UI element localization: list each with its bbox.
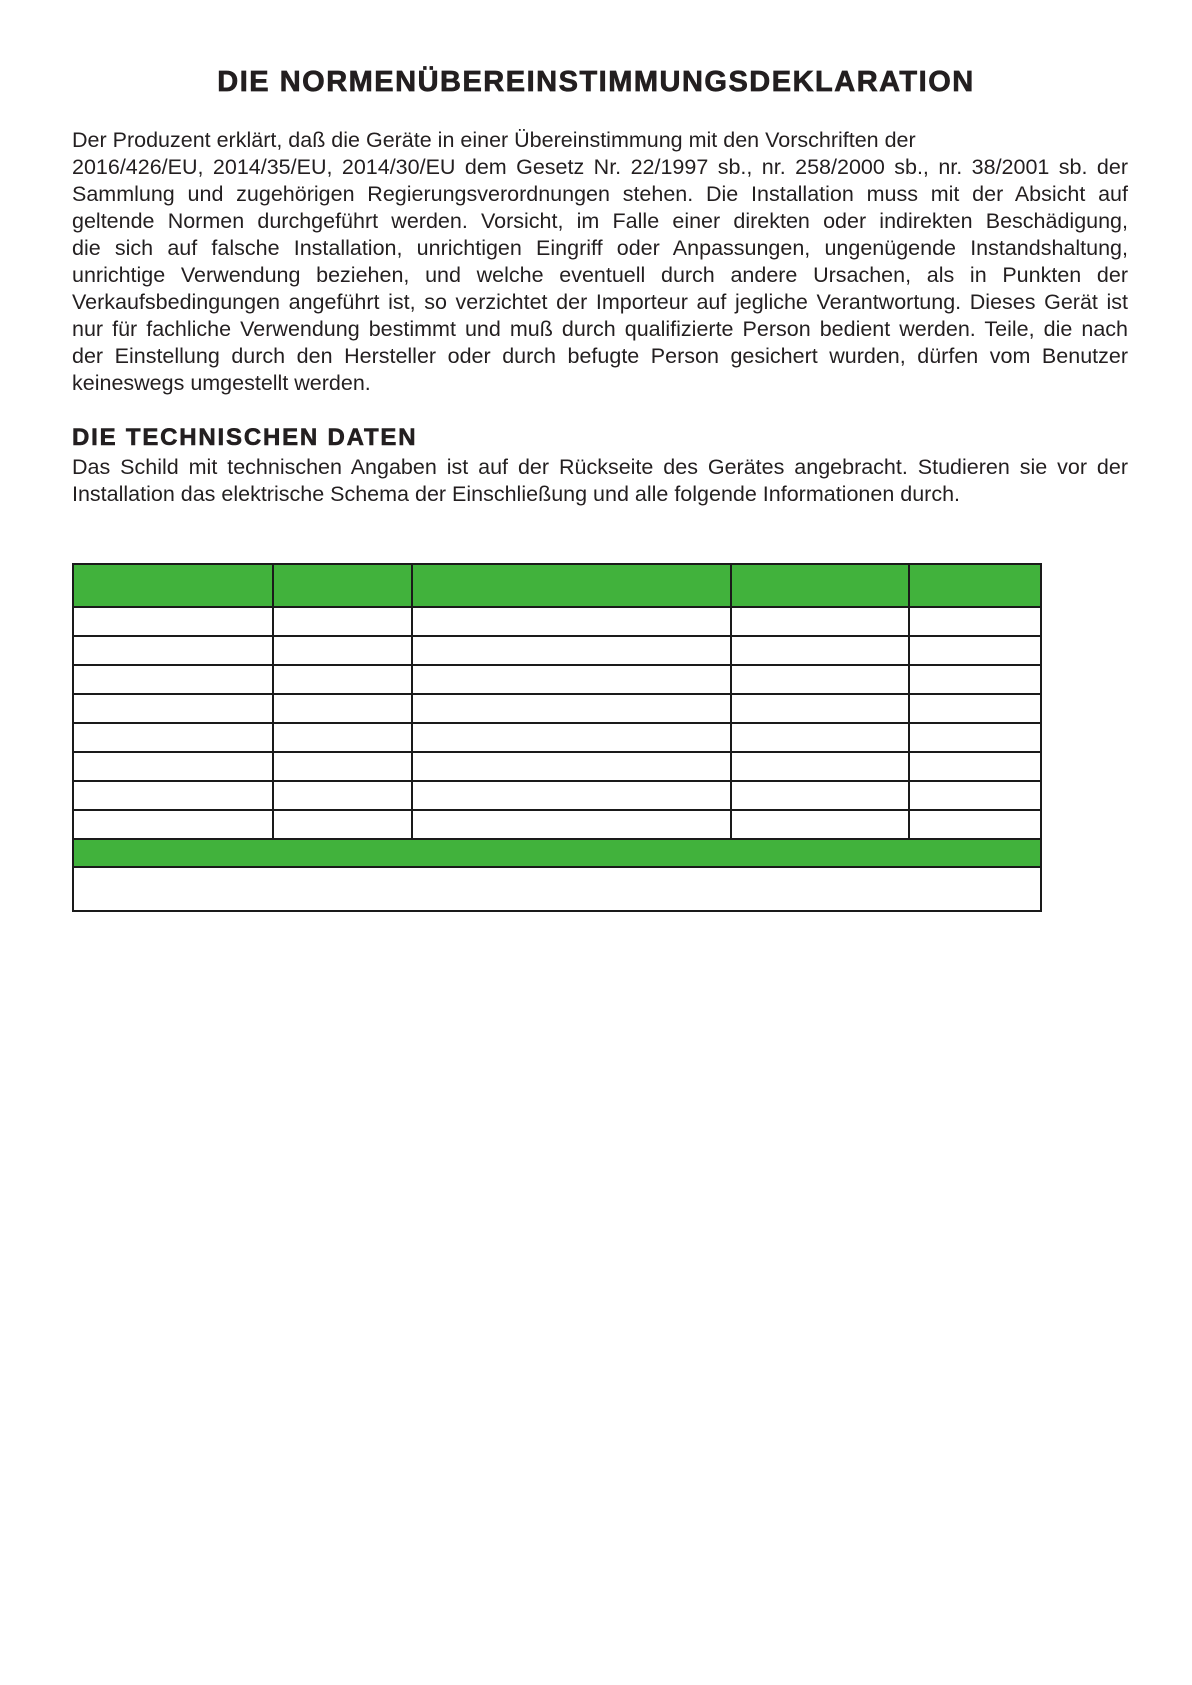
table-header-cell bbox=[412, 564, 731, 607]
declaration-line: 2016/426/EU, 2014/35/EU, 2014/30/EU dem Gesetz Nr. 22/1997 sb., nr. 258/2000 sb., nr. 38/2001 sb. der bbox=[72, 155, 1128, 179]
table-cell bbox=[731, 607, 909, 636]
table-cell bbox=[273, 723, 412, 752]
table-row bbox=[73, 694, 1041, 723]
table-cell bbox=[273, 781, 412, 810]
technical-data-paragraph bbox=[72, 454, 1128, 508]
table-cell bbox=[273, 636, 412, 665]
table-footer-cell bbox=[73, 867, 1041, 911]
table-cell bbox=[412, 752, 731, 781]
table-cell bbox=[412, 723, 731, 752]
table-cell bbox=[909, 636, 1041, 665]
table-cell bbox=[909, 781, 1041, 810]
table-header-cell bbox=[273, 564, 412, 607]
table-header-cell bbox=[731, 564, 909, 607]
table-cell bbox=[273, 607, 412, 636]
declaration-line: der Einstellung durch den Hersteller oder durch befugte Person gesichert wurden, dürfen vom Benutzer bbox=[72, 344, 1128, 368]
table-row bbox=[73, 607, 1041, 636]
technical-data-line: Das Schild mit technischen Angaben ist auf der Rückseite des Gerätes angebracht. Studieren sie vor der bbox=[72, 455, 1128, 479]
table-cell bbox=[412, 694, 731, 723]
table-cell bbox=[909, 723, 1041, 752]
table-cell bbox=[273, 665, 412, 694]
table-cell bbox=[731, 781, 909, 810]
table-cell bbox=[412, 636, 731, 665]
table-cell bbox=[273, 810, 412, 839]
table-band-cell bbox=[73, 839, 1041, 867]
table-cell bbox=[412, 781, 731, 810]
table-cell bbox=[909, 752, 1041, 781]
table-cell bbox=[909, 607, 1041, 636]
table-footer-row bbox=[73, 867, 1041, 911]
table-cell bbox=[731, 723, 909, 752]
section-heading-technical-data: DIE TECHNISCHEN DATEN bbox=[72, 424, 418, 451]
table-cell bbox=[731, 752, 909, 781]
declaration-paragraph bbox=[72, 127, 1128, 397]
table-header-cell bbox=[909, 564, 1041, 607]
declaration-line: die sich auf falsche Installation, unrichtigen Eingriff oder Anpassungen, ungenügende Instandshaltung, bbox=[72, 236, 1128, 260]
table-row bbox=[73, 636, 1041, 665]
table-cell bbox=[73, 723, 273, 752]
table-cell bbox=[412, 607, 731, 636]
table-cell bbox=[909, 810, 1041, 839]
table-row bbox=[73, 810, 1041, 839]
table-cell bbox=[909, 694, 1041, 723]
declaration-line: Der Produzent erklärt, daß die Geräte in einer Übereinstimmung mit den Vorschriften der bbox=[72, 128, 916, 152]
table-cell bbox=[73, 752, 273, 781]
table-cell bbox=[73, 694, 273, 723]
declaration-line: unrichtige Verwendung beziehen, und welche eventuell durch andere Ursachen, als in Punkten der bbox=[72, 263, 1128, 287]
table-cell bbox=[273, 694, 412, 723]
table-cell bbox=[909, 665, 1041, 694]
page-title: DIE NORMENÜBEREINSTIMMUNGSDEKLARATION bbox=[217, 66, 975, 98]
table-cell bbox=[731, 665, 909, 694]
declaration-line: Sammlung und zugehörigen Regierungsverordnungen stehen. Die Installation muss mit der Absicht auf bbox=[72, 182, 1128, 206]
table-cell bbox=[73, 810, 273, 839]
table-cell bbox=[412, 810, 731, 839]
table-cell bbox=[73, 636, 273, 665]
declaration-line: nur für fachliche Verwendung bestimmt und muß durch qualifizierte Person bedient werden. Teile, die nach bbox=[72, 317, 1128, 341]
table-cell bbox=[731, 810, 909, 839]
table-cell bbox=[412, 665, 731, 694]
table-row bbox=[73, 752, 1041, 781]
table-row bbox=[73, 723, 1041, 752]
table-header-row bbox=[73, 564, 1041, 607]
table-row bbox=[73, 665, 1041, 694]
table-cell bbox=[73, 607, 273, 636]
table-band-row bbox=[73, 839, 1041, 867]
table-cell bbox=[73, 781, 273, 810]
table-cell bbox=[73, 665, 273, 694]
technical-data-table bbox=[72, 563, 1042, 912]
declaration-line: geltende Normen durchgeführt werden. Vorsicht, im Falle einer direkten oder indirekten Beschädigung, bbox=[72, 209, 1128, 233]
declaration-line: keineswegs umgestellt werden. bbox=[72, 371, 371, 395]
table-header-cell bbox=[73, 564, 273, 607]
declaration-line: Verkaufsbedingungen angeführt ist, so verzichtet der Importeur auf jegliche Verantwortung. Dieses Gerät ist bbox=[72, 290, 1128, 314]
table-row bbox=[73, 781, 1041, 810]
technical-data-line: Installation das elektrische Schema der Einschließung und alle folgende Informationen durch. bbox=[72, 482, 960, 506]
table-cell bbox=[273, 752, 412, 781]
table-cell bbox=[731, 694, 909, 723]
table-cell bbox=[731, 636, 909, 665]
